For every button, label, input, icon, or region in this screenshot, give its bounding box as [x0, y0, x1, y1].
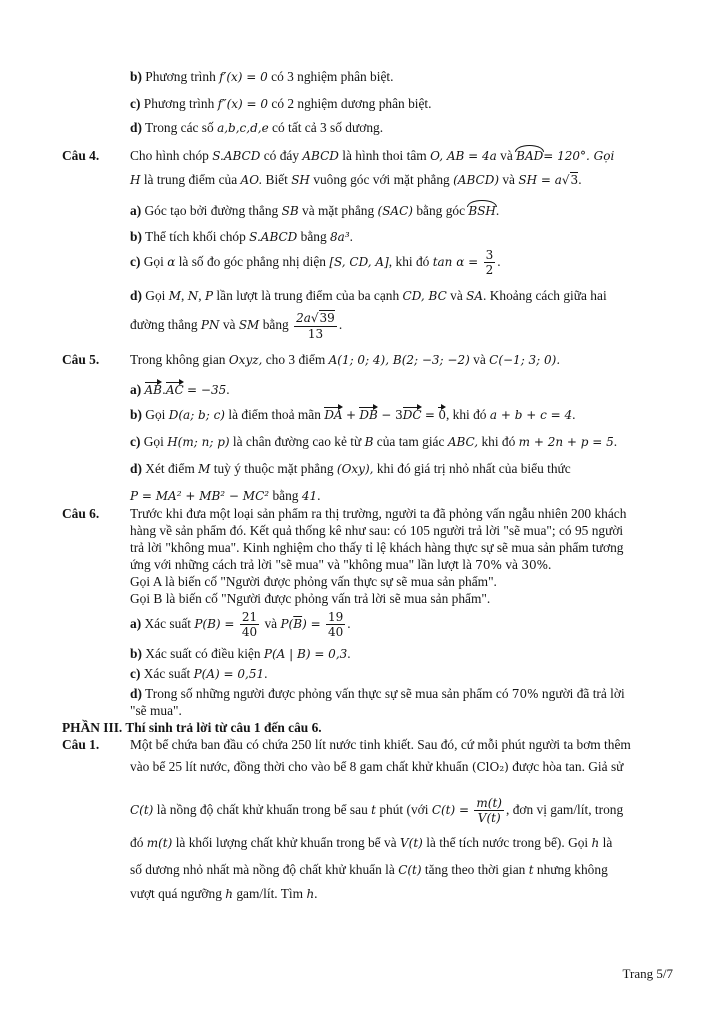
fraction: $\frac{2a√39}{13}$	[296, 311, 335, 342]
q4-label: Câu 4.	[62, 148, 100, 163]
q5-label: Câu 5.	[62, 352, 100, 367]
q6-text-line-5: Gọi A là biến cố "Người được phỏng vấn thực sự sẽ mua sản phẩm".	[130, 574, 497, 589]
q6-text-line-4: ứng với những cách trả lời "sẽ mua" và "không mua" lần lượt là 70% và 30%.	[130, 557, 552, 572]
q4-statement-line-1: Cho hình chóp S.ABCD có đáy ABCD là hình thoi tâm O, AB = 4a và BAD= 120°. Gọi	[130, 148, 615, 163]
q6-text-line-6: Gọi B là biến cố "Người được phỏng vấn trả lời sẽ mua sản phẩm".	[130, 591, 491, 606]
fraction: $\frac{3}{2}$	[485, 248, 494, 278]
q5-item-a: a) AB.AC = −35.	[130, 382, 230, 397]
page-number: Trang 5/7	[622, 966, 673, 981]
q4-item-d: d) Gọi M, N, P lần lượt là trung điểm của ba cạnh CD, BC và SA. Khoảng cách giữa hai	[130, 288, 607, 303]
q5-statement: Trong không gian Oxyz, cho 3 điểm A(1; 0; 4), B(2; −3; −2) và C(−1; 3; 0).	[130, 352, 561, 367]
p3-q1-line-2: vào bể 25 lít nước, đồng thời cho vào bể 8 gam chất khử khuẩn (ClO₂) được hòa tan. Giả sử	[130, 759, 624, 774]
q5-item-d-line-2: P = MA² + MB² − MC² bằng 41.	[130, 488, 321, 503]
q5-item-c: c) Gọi H(m; n; p) là chân đường cao kẻ từ B của tam giác ABC, khi đó m + 2n + p = 5.	[130, 434, 618, 449]
q3-item-b: b) Phương trình f′(x) = 0 có 3 nghiệm phân biệt.	[130, 69, 394, 84]
q6-item-b: b) Xác suất có điều kiện P(A | B) = 0,3.	[130, 646, 351, 661]
vector-arrow: DA	[324, 408, 343, 422]
q3-item-c: c) Phương trình f″(x) = 0 có 2 nghiệm dương phân biệt.	[130, 96, 432, 111]
sqrt-sign: √	[561, 173, 570, 187]
q4-statement-line-2: H là trung điểm của AO. Biết SH vuông góc với mặt phẳng (ABCD) và SH = a√3.	[130, 172, 582, 187]
angle-arc: BAD	[516, 149, 544, 163]
q6-text-line-2: hàng về sản phẩm đó. Kết quả thống kê như sau: có 105 người trả lời "sẽ mua"; có 95 người	[130, 523, 624, 538]
q6-item-d: d) Trong số những người được phỏng vấn thực sự sẽ mua sản phẩm có 70% người đã trả lời	[130, 686, 625, 701]
q5-item-b: b) Gọi D(a; b; c) là điểm thoả mãn DA + DB − 3DC = 0, khi đó a + b + c = 4.	[130, 407, 576, 422]
q4-item-a: a) Góc tạo bởi đường thẳng SB và mặt phẳng (SAC) bằng góc BSH.	[130, 203, 500, 218]
p3-q1-line-6: vượt quá ngưỡng h gam/lít. Tìm h.	[130, 886, 318, 901]
q6-text-line-1: Trước khi đưa một loại sản phẩm ra thị trường, người ta đã phỏng vấn ngẫu nhiên 200 khách	[130, 506, 627, 521]
q4-item-d-line-2: đường thẳng PN và SM bằng $\frac{2a√39}{13}$ .	[130, 311, 343, 342]
fraction: $\frac{21}{40}$	[241, 610, 258, 640]
vector-arrow: DB	[359, 408, 378, 422]
q6-item-d-line-2: "sẽ mua".	[130, 703, 182, 718]
p3-q1-line-3: C(t) là nồng độ chất khử khuẩn trong bể sau t phút (với C(t) = $\frac{m(t)}{V(t)}$ , đơn vị gam/lít, trong	[130, 796, 624, 826]
angle-arc: BSH	[468, 204, 496, 218]
q4-item-c: c) Gọi α là số đo góc phẳng nhị diện [S, CD, A], khi đó tan α = $\frac{3}{2}$ .	[130, 248, 501, 278]
fraction: $\frac{m(t)}{V(t)}$	[476, 796, 502, 826]
vector-arrow: 0	[438, 408, 446, 422]
q6-label: Câu 6.	[62, 506, 100, 521]
q4-item-b: b) Thể tích khối chóp S.ABCD bằng 8a³.	[130, 229, 354, 244]
p3-q1-label: Câu 1.	[62, 737, 100, 752]
sqrt-sign: √	[310, 311, 319, 325]
q6-item-a: a) Xác suất P(B) = $\frac{21}{40}$ và $P(\overline{B})$ = $\frac{19}{40}$ .	[130, 610, 351, 640]
q6-item-c: c) Xác suất P(A) = 0,51.	[130, 666, 268, 681]
vector-arrow: DC	[402, 408, 422, 422]
vector-arrow: AB	[144, 383, 162, 397]
q6-text-line-3: trả lời "không mua". Kinh nghiệm cho thấy tỉ lệ khách hàng thực sự sẽ mua sản phẩm tương	[130, 540, 624, 555]
p3-q1-line-4: đó m(t) là khối lượng chất khử khuẩn trong bể và V(t) là thể tích nước trong bể). Gọi h là	[130, 835, 613, 850]
fraction: $\frac{19}{40}$	[328, 610, 344, 640]
q5-item-d: d) Xét điểm M tuỳ ý thuộc mặt phẳng (Oxy), khi đó giá trị nhỏ nhất của biểu thức	[130, 461, 571, 476]
p3-q1-line-5: số dương nhỏ nhất mà nồng độ chất khử khuẩn là C(t) tăng theo thời gian t nhưng không	[130, 862, 608, 877]
vector-arrow: AC	[165, 383, 184, 397]
p3-q1-line-1: Một bể chứa ban đầu có chứa 250 lít nước tinh khiết. Sau đó, cứ mỗi phút người ta bơm thêm	[130, 737, 631, 752]
part-3-heading: PHẦN III. Thí sinh trả lời từ câu 1 đến câu 6.	[62, 720, 322, 735]
q3-item-d: d) Trong các số a,b,c,d,e có tất cả 3 số dương.	[130, 120, 384, 135]
